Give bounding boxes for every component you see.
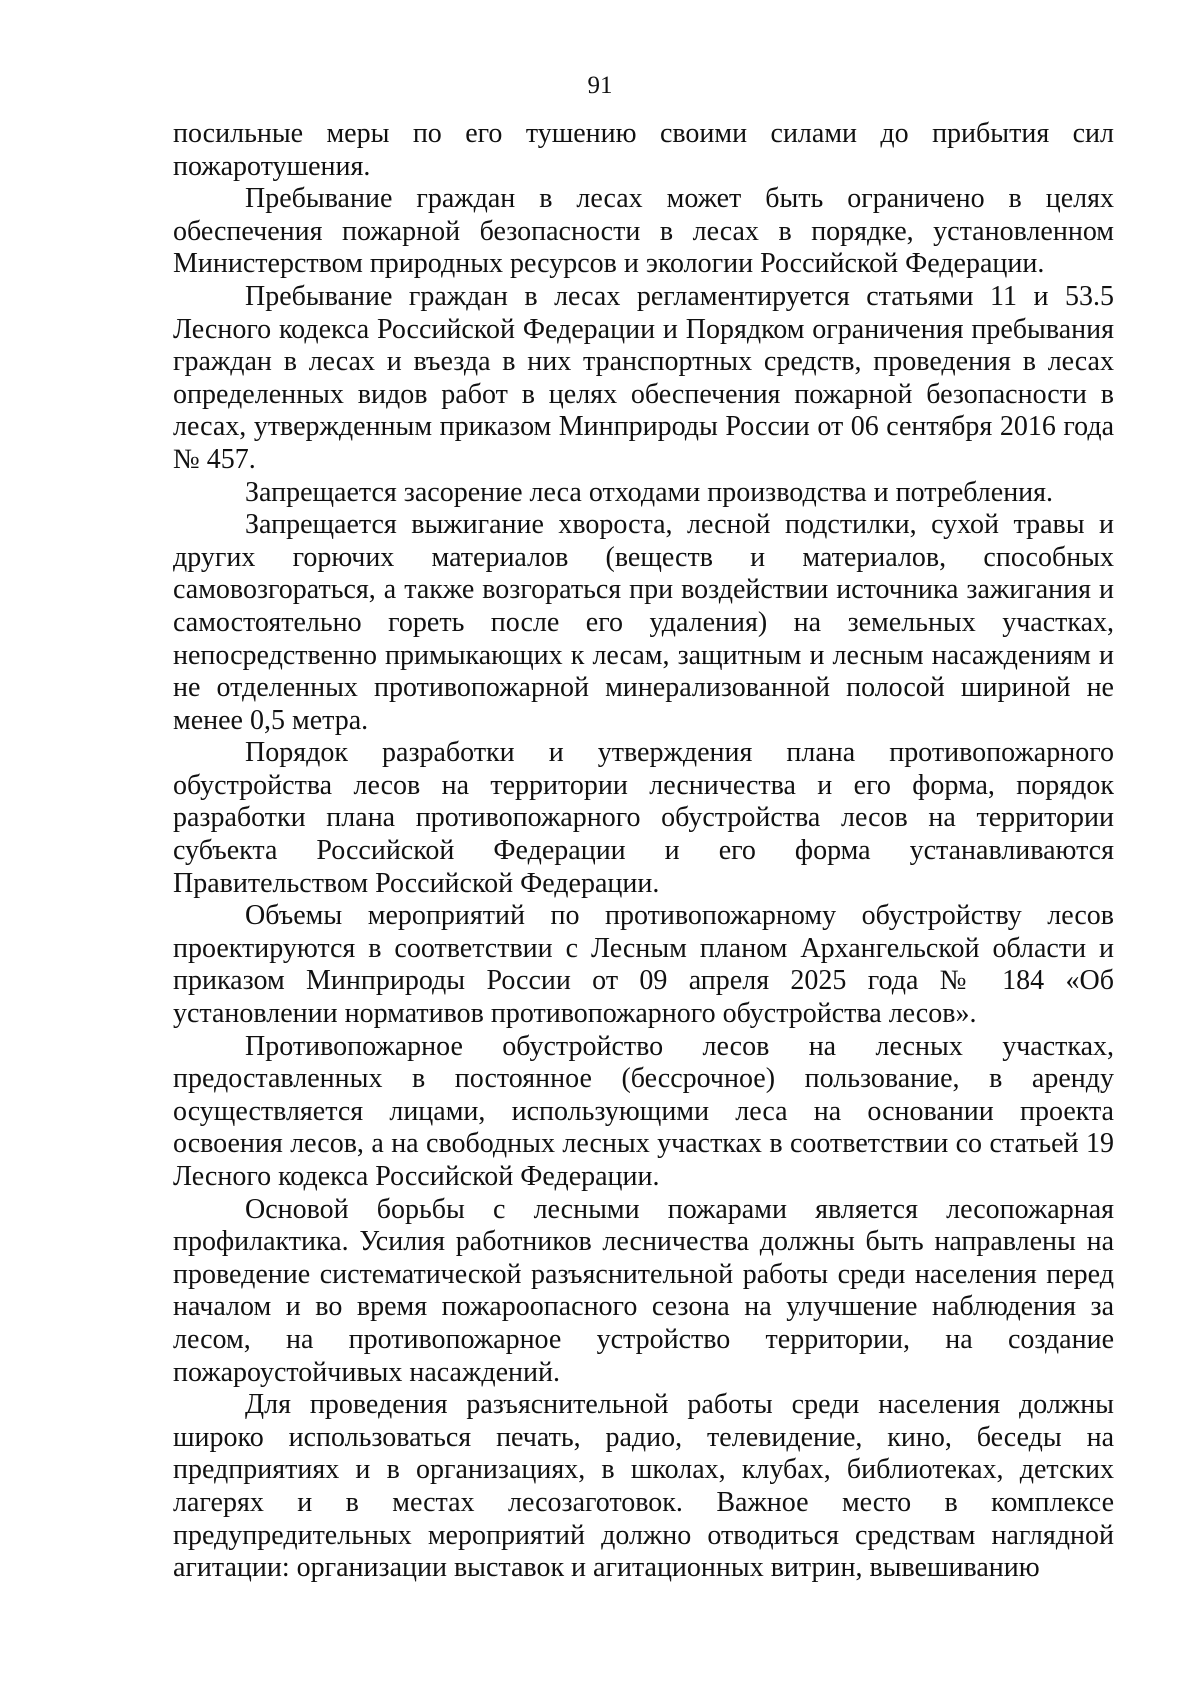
- paragraph-3: Пребывание граждан в лесах регламентируется статьями 11 и 53.5 Лесного кодекса Российской Федерации и Порядком ограничения пребывания граждан в лесах и въезда в них транспортных средств, проведения в лесах определенных видов работ в целях обеспечения пожарной безопасности в лесах, утвержденным приказом Минприроды России от 06 сентября 2016 года № 457.: [173, 280, 1114, 475]
- paragraph-9: Основой борьбы с лесными пожарами является лесопожарная профилактика. Усилия работников лесничества должны быть направлены на проведение систематической разъяснительной работы среди населения перед началом и во время пожароопасного сезона на улучшение наблюдения за лесом, на противопожарное устройство территории, на создание пожароустойчивых насаждений.: [173, 1193, 1114, 1388]
- paragraph-4: Запрещается засорение леса отходами производства и потребления.: [245, 476, 1054, 508]
- paragraph-2: Пребывание граждан в лесах может быть ограничено в целях обеспечения пожарной безопасности в лесах в порядке, установленном Министерством природных ресурсов и экологии Российской Федерации.: [173, 183, 1114, 280]
- document-body: [173, 118, 1114, 1585]
- paragraph-8: Противопожарное обустройство лесов на лесных участках, предоставленных в постоянное (бессрочное) пользование, в аренду осуществляется лицами, использующими леса на основании проекта освоения лесов, а на свободных лесных участках в соответствии со статьей 19 Лесного кодекса Российской Федерации.: [173, 1030, 1114, 1192]
- paragraph-7: Объемы мероприятий по противопожарному обустройству лесов проектируются в соответствии с Лесным планом Архангельской области и приказом Минприроды России от 09 апреля 2025 года № 184 «Об установлении нормативов противопожарного обустройства лесов».: [173, 900, 1114, 1030]
- paragraph-1: посильные меры по его тушению своими силами до прибытия сил пожаротушения.: [173, 118, 1114, 182]
- paragraph-5: Запрещается выжигание хвороста, лесной подстилки, сухой травы и других горючих материалов (веществ и материалов, способных самовозгораться, а также возгораться при воздействии источника зажигания и самостоятельно гореть после его удаления) на земельных участках, непосредственно примыкающих к лесам, защитным и лесным насаждениям и не отделенных противопожарной минерализованной полосой шириной не менее 0,5 метра.: [173, 509, 1114, 736]
- paragraph-6: Порядок разработки и утверждения плана противопожарного обустройства лесов на территории лесничества и его форма, порядок разработки плана противопожарного обустройства лесов на территории субъекта Российской Федерации и его форма устанавливаются Правительством Российской Федерации.: [173, 737, 1114, 899]
- page-number: 91: [587, 72, 613, 99]
- paragraph-10: Для проведения разъяснительной работы среди населения должны широко использоваться печать, радио, телевидение, кино, беседы на предприятиях и в организациях, в школах, клубах, библиотеках, детских лагерях и в местах лесозаготовок. Важное место в комплексе предупредительных мероприятий должно отводиться средствам наглядной агитации: организации выставок и агитационных витрин, вывешиванию: [173, 1389, 1114, 1584]
